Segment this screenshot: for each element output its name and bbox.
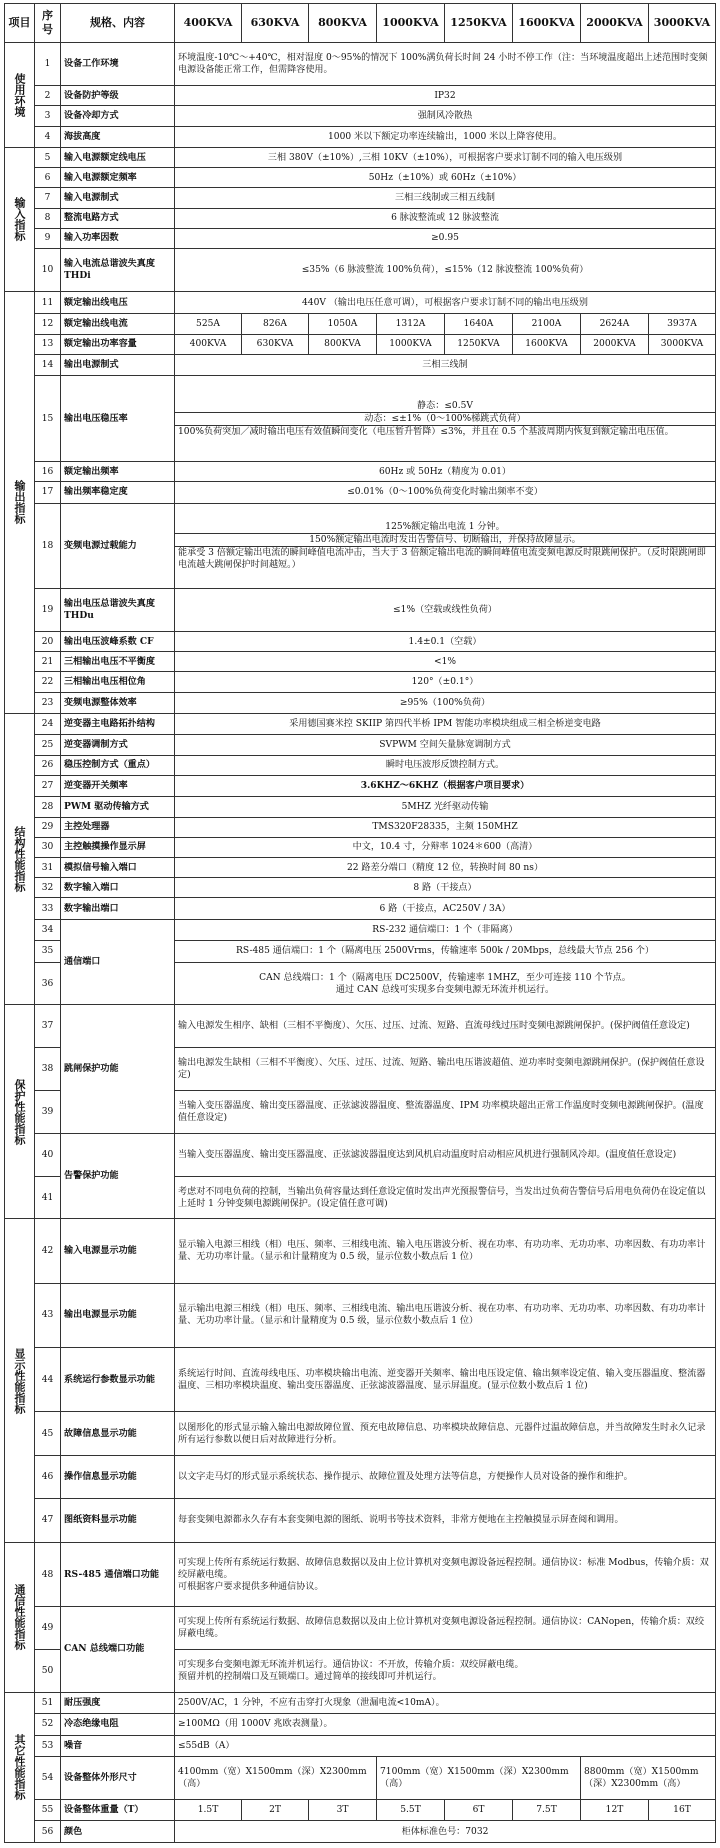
table-row xyxy=(5,1005,716,1048)
row-value: 以文字走马灯的形式显示系统状态、操作提示、故障位置及处理方法等信息，方便操作人员对设备的操作和维护。 xyxy=(175,1456,716,1499)
section-label-output: 输出指标 xyxy=(5,291,35,713)
table-row xyxy=(5,631,716,651)
row-no: 18 xyxy=(35,503,61,589)
row-no: 26 xyxy=(35,755,61,775)
value-line: CAN 总线端口：1 个（隔离电压 DC2500V，传输速率 1MHZ，至少可连接 110 个节点。 xyxy=(259,972,631,983)
capacity-cell: 1250KVA xyxy=(445,334,513,354)
section-label-env: 使用环境 xyxy=(5,43,35,148)
row-no: 55 xyxy=(35,1799,61,1820)
section-label-structure: 结构性能指标 xyxy=(5,714,35,1005)
table-row xyxy=(5,1133,716,1176)
row-no: 21 xyxy=(35,652,61,672)
value-line: 150%额定输出电流时发出告警信号、切断输出，并保持故障显示。 xyxy=(175,533,715,546)
table-row xyxy=(5,503,716,589)
row-no: 20 xyxy=(35,631,61,651)
weight-cell: 6T xyxy=(445,1799,513,1820)
dimension-cell: 7100mm（宽）X1500mm（深）X2300mm（高） xyxy=(377,1757,581,1800)
current-cell: 826A xyxy=(242,314,309,334)
row-value: 瞬时电压波形反馈控制方式。 xyxy=(175,755,716,775)
capacity-cell: 3000KVA xyxy=(649,334,716,354)
table-row xyxy=(5,1542,716,1606)
header-no: 序号 xyxy=(35,4,61,43)
row-no: 10 xyxy=(35,249,61,292)
value-line: 预留并机的控制端口及互锁端口。通过简单的接线即可并机运行。 xyxy=(178,1671,442,1682)
table-row xyxy=(5,857,716,877)
row-no: 2 xyxy=(35,86,61,106)
weight-cell: 7.5T xyxy=(513,1799,581,1820)
row-no: 43 xyxy=(35,1283,61,1347)
row-value: 强制风冷散热 xyxy=(175,106,716,126)
row-no: 38 xyxy=(35,1048,61,1091)
row-no: 37 xyxy=(35,1005,61,1048)
row-value: 当输入变压器温度、输出变压器温度、正弦滤波器温度达到风机启动温度时启动相应风机进行强制风冷却。(温度值任意设定) xyxy=(175,1133,716,1176)
row-spec: 操作信息显示功能 xyxy=(61,1456,175,1499)
capacity-cell: 1600KVA xyxy=(513,334,581,354)
weight-cell: 2T xyxy=(242,1799,309,1820)
row-value: 中文，10.4 寸，分辩率 1024＊600（高清） xyxy=(175,837,716,857)
row-spec: 变频电源整体效率 xyxy=(61,692,175,713)
header-model: 400KVA xyxy=(175,4,242,43)
row-value: 采用德国赛米控 SKIIP 第四代半桥 IPM 智能功率模块组成三相全桥逆变电路 xyxy=(175,714,716,735)
table-row xyxy=(5,775,716,796)
row-value: TMS320F28335，主频 150MHZ xyxy=(175,817,716,837)
row-spec: 额定输出功率容量 xyxy=(61,334,175,354)
value-line: 125%额定输出电流 1 分钟。 xyxy=(385,521,505,532)
row-spec: 输出电压总谐波失真度 THDu xyxy=(61,589,175,632)
row-spec: 三相输出电压相位角 xyxy=(61,672,175,692)
row-value: SVPWM 空间矢量脉宽调制方式 xyxy=(175,735,716,755)
section-label-comm: 通信性能指标 xyxy=(5,1542,35,1692)
row-no: 53 xyxy=(35,1735,61,1756)
row-value: ≥100MΩ（用 1000V 兆欧表测量）。 xyxy=(175,1714,716,1735)
table-row xyxy=(5,672,716,692)
table-row xyxy=(5,1219,716,1283)
header-model: 800KVA xyxy=(309,4,377,43)
row-spec: 输入电源额定频率 xyxy=(61,168,175,188)
header-spec: 规格、内容 xyxy=(61,4,175,43)
table-row xyxy=(5,1456,716,1499)
row-no: 45 xyxy=(35,1412,61,1456)
row-value: 6 脉波整流或 12 脉波整流 xyxy=(175,208,716,228)
row-value: ≤1%（空载或线性负荷） xyxy=(175,589,716,632)
row-spec: 颜色 xyxy=(61,1821,175,1843)
row-value: ≤55dB（A） xyxy=(175,1735,716,1756)
header-model: 630KVA xyxy=(242,4,309,43)
table-row xyxy=(5,1412,716,1456)
capacity-cell: 1000KVA xyxy=(377,334,445,354)
row-no: 51 xyxy=(35,1692,61,1713)
row-value: 8 路（干接点） xyxy=(175,878,716,898)
row-no: 32 xyxy=(35,878,61,898)
capacity-cell: 2000KVA xyxy=(581,334,649,354)
row-value: 输出电源发生缺相（三相不平衡度）、欠压、过压、过流、短路、输出电压谐波超值、逆功率时变频电源跳闸保护。(保护阀值任意设定) xyxy=(175,1048,716,1091)
row-value: 可实现上传所有系统运行数据、故障信息数据以及由上位计算机对变频电源设备远程控制。通信协议：CANopen，传输介质：双绞屏蔽电缆。 xyxy=(175,1607,716,1650)
table-row xyxy=(5,1692,716,1713)
section-label-input: 输入指标 xyxy=(5,147,35,291)
table-row xyxy=(5,589,716,632)
header-model: 3000KVA xyxy=(649,4,716,43)
row-value: 三相 380V（±10%）,三相 10KV（±10%），可根据客户要求订制不同的输入电压级别 xyxy=(175,147,716,167)
row-spec: 图纸资料显示功能 xyxy=(61,1498,175,1542)
row-no: 42 xyxy=(35,1219,61,1283)
header-row xyxy=(5,4,716,43)
table-row xyxy=(5,334,716,354)
table-row xyxy=(5,1735,716,1756)
section-label-other: 其它性能指标 xyxy=(5,1692,35,1842)
row-value: 22 路差分端口（精度 12 位，转换时间 80 ns） xyxy=(175,857,716,877)
current-cell: 2100A xyxy=(513,314,581,334)
row-no: 27 xyxy=(35,775,61,796)
row-value: 显示输出电源三相线（相）电压、频率、三相线电流、输出电压谐波分析、视在功率、有功功率、无功功率、功率因数、有功功率计量、无功功率计量。（显示和计量精度为 0.5 级，显示位数小数点后 1 位） xyxy=(175,1283,716,1347)
row-value: 系统运行时间、直流母线电压、功率模块输出电流、逆变器开关频率、输出电压设定值、输出频率设定值、输入变压器温度、整流器温度、三相功率模块温度、输出变压器温度、正弦滤波器温度、显示屏温度。(显示位数小数点后 1 位) xyxy=(175,1347,716,1411)
table-row xyxy=(5,1799,716,1820)
table-row xyxy=(5,168,716,188)
row-spec: 稳压控制方式（重点） xyxy=(61,755,175,775)
row-no: 29 xyxy=(35,817,61,837)
capacity-cell: 630KVA xyxy=(242,334,309,354)
row-value: 1.4±0.1（空载） xyxy=(175,631,716,651)
row-no: 16 xyxy=(35,461,61,481)
table-row xyxy=(5,126,716,147)
capacity-cell: 800KVA xyxy=(309,334,377,354)
value-line: 静态：≤0.5V xyxy=(417,400,473,411)
row-value: <1% xyxy=(175,652,716,672)
row-spec: CAN 总线端口功能 xyxy=(61,1607,175,1693)
row-no: 50 xyxy=(35,1649,61,1692)
value-line: 可实现上传所有系统运行数据、故障信息数据以及由上位计算机对变频电源设备远程控制。通信协议：标准 Modbus，传输介质：双绞屏蔽电缆。 xyxy=(178,1557,709,1580)
row-spec: 通信端口 xyxy=(61,919,175,1005)
table-row xyxy=(5,1757,716,1800)
row-spec: 额定输出频率 xyxy=(61,461,175,481)
row-spec: 逆变器主电路拓扑结构 xyxy=(61,714,175,735)
row-spec: 输入功率因数 xyxy=(61,228,175,248)
row-no: 19 xyxy=(35,589,61,632)
row-value: 60Hz 或 50Hz（精度为 0.01） xyxy=(175,461,716,481)
row-spec: 数字输出端口 xyxy=(61,898,175,919)
row-no: 56 xyxy=(35,1821,61,1843)
row-no: 23 xyxy=(35,692,61,713)
row-spec: 主控处理器 xyxy=(61,817,175,837)
row-value: 显示输入电源三相线（相）电压、频率、三相线电流、输入电压谐波分析、视在功率、有功功率、无功功率、功率因数、有功功率计量、无功功率计量。（显示和计量精度为 0.5 级，显示位数小数点后 1 位） xyxy=(175,1219,716,1283)
value-line: 能承受 3 倍额定输出电流的瞬间峰值电流冲击，当大于 3 倍额定输出电流的瞬间峰值电流变频电源反时限跳闸保护。（反时限跳闸即电流越大跳闸保护时间越短。） xyxy=(175,546,715,571)
dimension-cell: 4100mm（宽）X1500mm（深）X2300mm（高） xyxy=(175,1757,377,1800)
row-spec: 系统运行参数显示功能 xyxy=(61,1347,175,1411)
row-value xyxy=(175,376,716,462)
row-value: 每套变频电源都永久存有本套变频电源的图纸、说明书等技术资料，非常方便地在主控触摸显示屏查阅和调用。 xyxy=(175,1498,716,1542)
row-no: 6 xyxy=(35,168,61,188)
row-spec: 故障信息显示功能 xyxy=(61,1412,175,1456)
row-value: ≤0.01%（0～100%负荷变化时输出频率不变） xyxy=(175,482,716,503)
row-spec: 海拔高度 xyxy=(61,126,175,147)
table-row xyxy=(5,755,716,775)
row-value: ≥95%（100%负荷） xyxy=(175,692,716,713)
row-spec: 冷态绝缘电阻 xyxy=(61,1714,175,1735)
row-value: 50Hz（±10%）或 60Hz（±10%） xyxy=(175,168,716,188)
dimension-cell: 8800mm（宽）X1500mm（深）X2300mm（高） xyxy=(581,1757,716,1800)
row-value xyxy=(175,1649,716,1692)
row-spec: 额定输出线电压 xyxy=(61,291,175,314)
row-no: 9 xyxy=(35,228,61,248)
row-no: 17 xyxy=(35,482,61,503)
row-value: 柜体标准色号：7032 xyxy=(175,1821,716,1843)
row-spec: 输出电压波峰系数 CF xyxy=(61,631,175,651)
table-row xyxy=(5,837,716,857)
row-value: 三相三线制或三相五线制 xyxy=(175,188,716,208)
header-model: 1250KVA xyxy=(445,4,513,43)
row-spec: 模拟信号输入端口 xyxy=(61,857,175,877)
row-value: 3.6KHZ～6KHZ（根据客户项目要求） xyxy=(175,775,716,796)
row-spec: 逆变器开关频率 xyxy=(61,775,175,796)
row-no: 12 xyxy=(35,314,61,334)
value-line: 可实现多台变频电源无环流并机运行。通信协议：不开放，传输介质：双绞屏蔽电缆。 xyxy=(178,1659,524,1670)
row-value: 5MHZ 光纤驱动传输 xyxy=(175,797,716,817)
section-label-protect: 保护性能指标 xyxy=(5,1005,35,1219)
row-spec: 设备整体外形尺寸 xyxy=(61,1757,175,1800)
row-value: 输入电源发生相序、缺相（三相不平衡度）、欠压、过压、过流、短路、直流母线过压时变频电源跳闸保护。(保护阀值任意设定) xyxy=(175,1005,716,1048)
row-spec: 额定输出线电流 xyxy=(61,314,175,334)
table-row xyxy=(5,291,716,314)
row-spec: 设备整体重量（T） xyxy=(61,1799,175,1820)
row-value: 当输入变压器温度、输出变压器温度、正弦滤波器温度、整流器温度、IPM 功率模块超出正常工作温度时变频电源跳闸保护。(温度值任意设定) xyxy=(175,1091,716,1134)
row-spec: 设备防护等级 xyxy=(61,86,175,106)
row-value xyxy=(175,1542,716,1606)
row-value: 6 路（干接点，AC250V / 3A） xyxy=(175,898,716,919)
value-line: 可根据客户要求提供多种通信协议。 xyxy=(178,1581,324,1592)
current-cell: 2624A xyxy=(581,314,649,334)
row-spec: 输入电源额定线电压 xyxy=(61,147,175,167)
row-no: 11 xyxy=(35,291,61,314)
row-value: 考虑对不同电负荷的控制，当输出负荷容量达到任意设定值时发出声光预报警信号，当发出过负荷告警信号后用电负荷仍在设定值以上延时 1 分钟变频电源跳闸保护。(设定值任意可调) xyxy=(175,1176,716,1219)
row-spec: 设备冷却方式 xyxy=(61,106,175,126)
row-value xyxy=(175,962,716,1005)
table-row xyxy=(5,461,716,481)
table-row xyxy=(5,43,716,86)
table-row xyxy=(5,652,716,672)
value-line: 100%负荷突加／减时输出电压有效值瞬间变化（电压暂升暂降）≤3%，并且在 0.5 个基波周期内恢复到额定输出电压值。 xyxy=(175,425,715,438)
row-spec: 输入电源制式 xyxy=(61,188,175,208)
row-value: 120°（±0.1°） xyxy=(175,672,716,692)
table-row xyxy=(5,878,716,898)
header-model: 1000KVA xyxy=(377,4,445,43)
table-row xyxy=(5,228,716,248)
row-no: 49 xyxy=(35,1607,61,1650)
row-no: 3 xyxy=(35,106,61,126)
row-value: 440V （输出电压任意可调），可根据客户要求订制不同的输出电压级别 xyxy=(175,291,716,314)
row-no: 34 xyxy=(35,919,61,940)
row-no: 1 xyxy=(35,43,61,86)
table-row xyxy=(5,1347,716,1411)
row-no: 25 xyxy=(35,735,61,755)
header-category: 项目 xyxy=(5,4,35,43)
current-cell: 1050A xyxy=(309,314,377,334)
row-spec: 整流电路方式 xyxy=(61,208,175,228)
row-spec: 数字输入端口 xyxy=(61,878,175,898)
row-no: 22 xyxy=(35,672,61,692)
table-row xyxy=(5,208,716,228)
table-row xyxy=(5,735,716,755)
value-line: 动态：≤±1%（0～100%梯跳式负荷） xyxy=(175,412,715,425)
table-row xyxy=(5,1498,716,1542)
row-spec: 主控触摸操作显示屏 xyxy=(61,837,175,857)
row-spec: 逆变器调制方式 xyxy=(61,735,175,755)
table-row xyxy=(5,714,716,735)
row-no: 46 xyxy=(35,1456,61,1499)
row-spec: 输入电源显示功能 xyxy=(61,1219,175,1283)
table-row xyxy=(5,797,716,817)
row-value: 三相三线制 xyxy=(175,354,716,375)
table-row xyxy=(5,354,716,375)
value-line: 通过 CAN 总线可实现多台变频电源无环流并机运行。 xyxy=(335,984,555,995)
weight-cell: 3T xyxy=(309,1799,377,1820)
row-no: 40 xyxy=(35,1133,61,1176)
table-row xyxy=(5,188,716,208)
row-spec: 告警保护功能 xyxy=(61,1133,175,1219)
row-no: 8 xyxy=(35,208,61,228)
row-no: 48 xyxy=(35,1542,61,1606)
row-no: 36 xyxy=(35,962,61,1005)
weight-cell: 1.5T xyxy=(175,1799,242,1820)
spec-sheet xyxy=(4,3,715,1843)
row-no: 30 xyxy=(35,837,61,857)
row-spec: 输出电压稳压率 xyxy=(61,376,175,462)
table-row xyxy=(5,1607,716,1650)
row-value: 1000 米以下额定功率连续输出，1000 米以上降容使用。 xyxy=(175,126,716,147)
table-row xyxy=(5,314,716,334)
row-spec: 输出电源显示功能 xyxy=(61,1283,175,1347)
capacity-cell: 400KVA xyxy=(175,334,242,354)
row-no: 24 xyxy=(35,714,61,735)
current-cell: 525A xyxy=(175,314,242,334)
row-value: IP32 xyxy=(175,86,716,106)
row-no: 52 xyxy=(35,1714,61,1735)
weight-cell: 5.5T xyxy=(377,1799,445,1820)
table-row xyxy=(5,1821,716,1843)
table-row xyxy=(5,919,716,940)
row-no: 7 xyxy=(35,188,61,208)
table-row xyxy=(5,692,716,713)
row-spec: 耐压强度 xyxy=(61,1692,175,1713)
row-no: 5 xyxy=(35,147,61,167)
table-row xyxy=(5,106,716,126)
table-row xyxy=(5,86,716,106)
row-spec: RS-485 通信端口功能 xyxy=(61,1542,175,1606)
row-spec: 噪音 xyxy=(61,1735,175,1756)
row-no: 15 xyxy=(35,376,61,462)
row-value: ≥0.95 xyxy=(175,228,716,248)
row-no: 47 xyxy=(35,1498,61,1542)
table-row xyxy=(5,482,716,503)
row-value: RS-232 通信端口：1 个（非隔离） xyxy=(175,919,716,940)
row-no: 31 xyxy=(35,857,61,877)
row-spec: 输入电流总谐波失真度 THDi xyxy=(61,249,175,292)
row-no: 13 xyxy=(35,334,61,354)
row-spec: 设备工作环境 xyxy=(61,43,175,86)
row-no: 39 xyxy=(35,1091,61,1134)
weight-cell: 12T xyxy=(581,1799,649,1820)
row-spec: PWM 驱动传输方式 xyxy=(61,797,175,817)
row-no: 14 xyxy=(35,354,61,375)
weight-cell: 16T xyxy=(649,1799,716,1820)
row-no: 54 xyxy=(35,1757,61,1800)
header-model: 1600KVA xyxy=(513,4,581,43)
row-no: 44 xyxy=(35,1347,61,1411)
table-row xyxy=(5,249,716,292)
row-no: 33 xyxy=(35,898,61,919)
current-cell: 3937A xyxy=(649,314,716,334)
row-no: 28 xyxy=(35,797,61,817)
row-value: 2500V/AC，1 分钟，不应有击穿打火现象（泄漏电流<10mA）。 xyxy=(175,1692,716,1713)
row-spec: 三相输出电压不平衡度 xyxy=(61,652,175,672)
row-no: 41 xyxy=(35,1176,61,1219)
table-row xyxy=(5,147,716,167)
row-no: 4 xyxy=(35,126,61,147)
table-row xyxy=(5,1283,716,1347)
row-value xyxy=(175,503,716,589)
row-spec: 跳闸保护功能 xyxy=(61,1005,175,1133)
row-no: 35 xyxy=(35,941,61,962)
table-row xyxy=(5,817,716,837)
header-model: 2000KVA xyxy=(581,4,649,43)
current-cell: 1312A xyxy=(377,314,445,334)
row-spec: 输出频率稳定度 xyxy=(61,482,175,503)
table-row xyxy=(5,898,716,919)
table-row xyxy=(5,1714,716,1735)
spec-table xyxy=(4,3,716,1843)
table-row xyxy=(5,376,716,462)
row-value: RS-485 通信端口：1 个（隔离电压 2500Vrms，传输速率 500k / 20Mbps，总线最大节点 256 个） xyxy=(175,941,716,962)
row-value: ≤35%（6 脉波整流 100%负荷），≤15%（12 脉波整流 100%负荷） xyxy=(175,249,716,292)
row-spec: 变频电源过载能力 xyxy=(61,503,175,589)
current-cell: 1640A xyxy=(445,314,513,334)
row-value: 环境温度-10℃～+40℃，相对湿度 0～95%的情况下 100%满负荷长时间 24 小时不停工作（注：当环境温度超出上述范围时变频电源设备能正常工作，但需降容使用。 xyxy=(175,43,716,86)
row-spec: 输出电源制式 xyxy=(61,354,175,375)
section-label-display: 显示性能指标 xyxy=(5,1219,35,1542)
row-value: 以图形化的形式显示输入输出电源故障位置、预充电故障信息、功率模块故障信息、元器件过温故障信息，并当故障发生时永久记录所有运行参数以便日后对故障进行分析。 xyxy=(175,1412,716,1456)
